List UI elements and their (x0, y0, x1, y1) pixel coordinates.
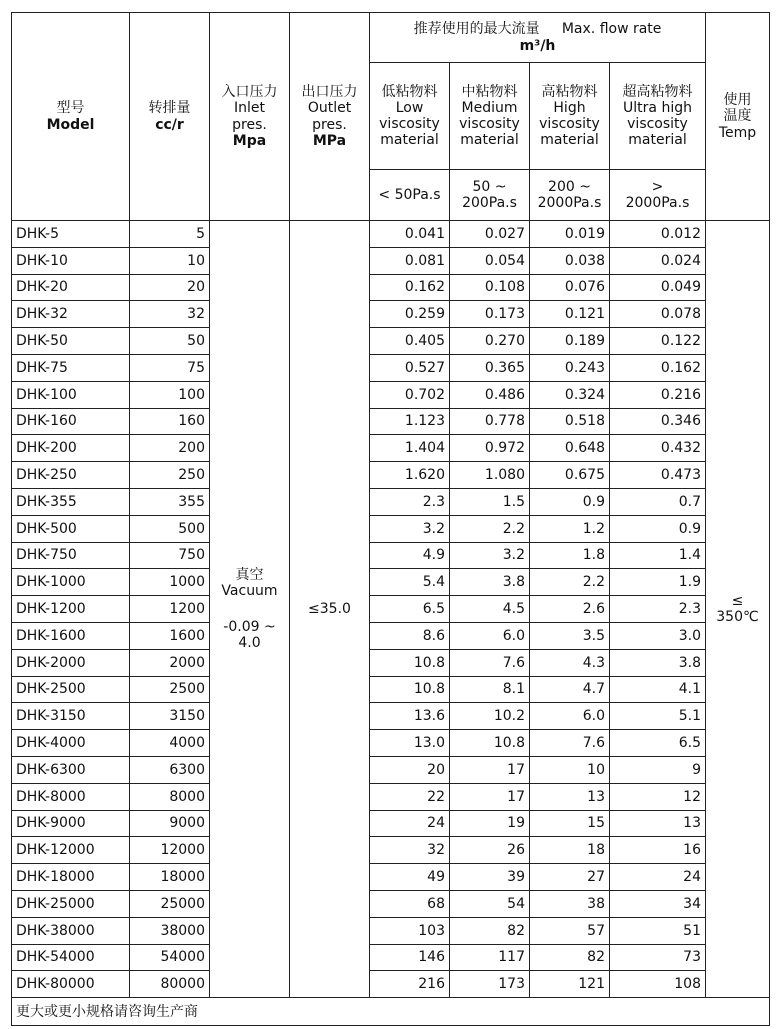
temp-cell (706, 221, 770, 998)
model-cell: DHK-2000 (12, 649, 130, 676)
table-row (12, 354, 770, 381)
low-viscosity-cell: 1.123 (370, 408, 450, 435)
table-row (12, 810, 770, 837)
displacement-cell: 2500 (130, 676, 210, 703)
outlet-pressure-header: 出口压力 Outlet pres. MPa (290, 13, 370, 221)
high-viscosity-cell: 27 (530, 864, 610, 891)
high-viscosity-cell: 4.7 (530, 676, 610, 703)
model-cell: DHK-54000 (12, 944, 130, 971)
high-viscosity-cell: 0.9 (530, 488, 610, 515)
model-cell: DHK-20 (12, 274, 130, 301)
displacement-cell: 10 (130, 247, 210, 274)
ultra-high-viscosity-cell: 3.8 (610, 649, 706, 676)
table-row (12, 649, 770, 676)
ultra-high-viscosity-cell: 73 (610, 944, 706, 971)
inlet-en: Vacuum (221, 582, 278, 599)
medium-viscosity-cell: 0.173 (450, 301, 530, 328)
model-header: 型号 Model (12, 13, 130, 221)
medium-viscosity-cell: 17 (450, 756, 530, 783)
high-viscosity-cell: 3.5 (530, 622, 610, 649)
high-viscosity-header: 高粘物料 High viscosity material (530, 63, 610, 170)
displacement-cell: 200 (130, 435, 210, 462)
high-viscosity-cell: 0.675 (530, 462, 610, 489)
displacement-cell: 75 (130, 354, 210, 381)
low-viscosity-cell: 0.702 (370, 381, 450, 408)
ultra-high-viscosity-cell: 2.3 (610, 596, 706, 623)
table-row (12, 328, 770, 355)
displacement-cell: 355 (130, 488, 210, 515)
low-viscosity-cell: 1.620 (370, 462, 450, 489)
model-cell: DHK-500 (12, 515, 130, 542)
inlet-pressure-cell (210, 221, 290, 998)
medium-viscosity-cell: 26 (450, 837, 530, 864)
low-viscosity-cell: 20 (370, 756, 450, 783)
table-row (12, 515, 770, 542)
displacement-cell: 100 (130, 381, 210, 408)
table-row (12, 756, 770, 783)
medium-viscosity-cell: 173 (450, 971, 530, 998)
low-viscosity-cell: 2.3 (370, 488, 450, 515)
displacement-cell: 32 (130, 301, 210, 328)
table-row (12, 381, 770, 408)
displacement-cell: 1000 (130, 569, 210, 596)
ultra-high-viscosity-cell: 12 (610, 783, 706, 810)
displacement-cell: 18000 (130, 864, 210, 891)
low-viscosity-cell: 3.2 (370, 515, 450, 542)
high-viscosity-cell: 2.6 (530, 596, 610, 623)
table-row (12, 676, 770, 703)
ultra-high-viscosity-cell: 16 (610, 837, 706, 864)
ultra-high-viscosity-cell: 51 (610, 917, 706, 944)
spec-table (11, 12, 770, 1026)
ultra-high-viscosity-cell: 0.162 (610, 354, 706, 381)
ultra-high-viscosity-cell: 0.078 (610, 301, 706, 328)
low-viscosity-cell: 1.404 (370, 435, 450, 462)
model-cell: DHK-160 (12, 408, 130, 435)
ultra-high-viscosity-cell: 0.9 (610, 515, 706, 542)
low-viscosity-cell: 8.6 (370, 622, 450, 649)
displacement-cell: 5 (130, 221, 210, 248)
medium-viscosity-cell: 82 (450, 917, 530, 944)
medium-viscosity-cell: 3.2 (450, 542, 530, 569)
ultra-high-viscosity-cell: 0.024 (610, 247, 706, 274)
displacement-cell: 25000 (130, 890, 210, 917)
table-row (12, 408, 770, 435)
model-cell: DHK-750 (12, 542, 130, 569)
medium-viscosity-header: 中粘物料 Medium viscosity material (450, 63, 530, 170)
ultra-high-viscosity-cell: 5.1 (610, 703, 706, 730)
low-viscosity-range: < 50Pa.s (370, 170, 450, 221)
medium-viscosity-cell: 0.486 (450, 381, 530, 408)
low-viscosity-cell: 32 (370, 837, 450, 864)
model-cell: DHK-18000 (12, 864, 130, 891)
medium-viscosity-cell: 7.6 (450, 649, 530, 676)
ultra-high-viscosity-header: 超高粘物料 Ultra high viscosity material (610, 63, 706, 170)
high-viscosity-cell: 121 (530, 971, 610, 998)
ultra-high-viscosity-cell: 0.346 (610, 408, 706, 435)
table-row (12, 890, 770, 917)
model-cell: DHK-200 (12, 435, 130, 462)
displacement-cell: 250 (130, 462, 210, 489)
high-viscosity-cell: 0.189 (530, 328, 610, 355)
low-viscosity-cell: 216 (370, 971, 450, 998)
high-viscosity-cell: 13 (530, 783, 610, 810)
medium-viscosity-cell: 10.2 (450, 703, 530, 730)
high-viscosity-cell: 4.3 (530, 649, 610, 676)
high-viscosity-cell: 7.6 (530, 730, 610, 757)
medium-viscosity-cell: 0.054 (450, 247, 530, 274)
table-row (12, 864, 770, 891)
ultra-high-viscosity-range: > 2000Pa.s (610, 170, 706, 221)
medium-viscosity-cell: 1.080 (450, 462, 530, 489)
low-viscosity-header: 低粘物料 Low viscosity material (370, 63, 450, 170)
low-viscosity-cell: 68 (370, 890, 450, 917)
low-viscosity-cell: 146 (370, 944, 450, 971)
low-viscosity-cell: 5.4 (370, 569, 450, 596)
model-cell: DHK-38000 (12, 917, 130, 944)
ultra-high-viscosity-cell: 108 (610, 971, 706, 998)
temp-header: 使用 温度 Temp (706, 13, 770, 221)
low-viscosity-cell: 0.527 (370, 354, 450, 381)
model-cell: DHK-12000 (12, 837, 130, 864)
table-row (12, 971, 770, 998)
low-viscosity-cell: 24 (370, 810, 450, 837)
table-row (12, 569, 770, 596)
high-viscosity-cell: 10 (530, 756, 610, 783)
displacement-cell: 8000 (130, 783, 210, 810)
table-row (12, 917, 770, 944)
medium-viscosity-cell: 2.2 (450, 515, 530, 542)
medium-viscosity-cell: 19 (450, 810, 530, 837)
displacement-cell: 9000 (130, 810, 210, 837)
ultra-high-viscosity-cell: 24 (610, 864, 706, 891)
medium-viscosity-cell: 8.1 (450, 676, 530, 703)
table-body (12, 221, 770, 998)
medium-viscosity-cell: 6.0 (450, 622, 530, 649)
ultra-high-viscosity-cell: 0.7 (610, 488, 706, 515)
ultra-high-viscosity-cell: 0.012 (610, 221, 706, 248)
ultra-high-viscosity-cell: 4.1 (610, 676, 706, 703)
medium-viscosity-cell: 17 (450, 783, 530, 810)
table-row (12, 221, 770, 248)
outlet-pressure-cell: ≤35.0 (290, 221, 370, 998)
table-row (12, 596, 770, 623)
displacement-cell: 38000 (130, 917, 210, 944)
model-cell: DHK-9000 (12, 810, 130, 837)
ultra-high-viscosity-cell: 3.0 (610, 622, 706, 649)
high-viscosity-cell: 15 (530, 810, 610, 837)
ultra-high-viscosity-cell: 6.5 (610, 730, 706, 757)
medium-viscosity-cell: 0.972 (450, 435, 530, 462)
low-viscosity-cell: 0.041 (370, 221, 450, 248)
model-cell: DHK-32 (12, 301, 130, 328)
model-cell: DHK-250 (12, 462, 130, 489)
ultra-high-viscosity-cell: 1.4 (610, 542, 706, 569)
low-viscosity-cell: 13.0 (370, 730, 450, 757)
low-viscosity-cell: 103 (370, 917, 450, 944)
model-cell: DHK-4000 (12, 730, 130, 757)
ultra-high-viscosity-cell: 34 (610, 890, 706, 917)
high-viscosity-cell: 1.2 (530, 515, 610, 542)
inlet-zh: 真空 (235, 566, 264, 583)
medium-viscosity-cell: 10.8 (450, 730, 530, 757)
displacement-cell: 50 (130, 328, 210, 355)
model-cell: DHK-1000 (12, 569, 130, 596)
low-viscosity-cell: 10.8 (370, 676, 450, 703)
model-cell: DHK-5 (12, 221, 130, 248)
ultra-high-viscosity-cell: 0.473 (610, 462, 706, 489)
model-cell: DHK-80000 (12, 971, 130, 998)
model-cell: DHK-1600 (12, 622, 130, 649)
displacement-cell: 6300 (130, 756, 210, 783)
medium-viscosity-cell: 0.108 (450, 274, 530, 301)
model-cell: DHK-2500 (12, 676, 130, 703)
table-row (12, 462, 770, 489)
model-cell: DHK-8000 (12, 783, 130, 810)
table-row (12, 703, 770, 730)
displacement-cell: 54000 (130, 944, 210, 971)
low-viscosity-cell: 0.259 (370, 301, 450, 328)
low-viscosity-cell: 22 (370, 783, 450, 810)
medium-viscosity-cell: 1.5 (450, 488, 530, 515)
model-cell: DHK-6300 (12, 756, 130, 783)
high-viscosity-cell: 82 (530, 944, 610, 971)
inlet-range-2: 4.0 (238, 635, 261, 652)
high-viscosity-cell: 0.019 (530, 221, 610, 248)
table-header (12, 13, 770, 221)
medium-viscosity-cell: 0.778 (450, 408, 530, 435)
displacement-cell: 2000 (130, 649, 210, 676)
high-viscosity-cell: 38 (530, 890, 610, 917)
ultra-high-viscosity-cell: 13 (610, 810, 706, 837)
displacement-cell: 500 (130, 515, 210, 542)
medium-viscosity-cell: 0.365 (450, 354, 530, 381)
table-row (12, 247, 770, 274)
medium-viscosity-cell: 4.5 (450, 596, 530, 623)
displacement-cell: 4000 (130, 730, 210, 757)
low-viscosity-cell: 6.5 (370, 596, 450, 623)
displacement-cell: 1200 (130, 596, 210, 623)
displacement-cell: 1600 (130, 622, 210, 649)
medium-viscosity-cell: 117 (450, 944, 530, 971)
medium-viscosity-cell: 0.270 (450, 328, 530, 355)
model-cell: DHK-355 (12, 488, 130, 515)
table-row (12, 274, 770, 301)
inlet-pressure-header: 入口压力 Inlet pres. Mpa (210, 13, 290, 221)
high-viscosity-cell: 0.518 (530, 408, 610, 435)
table-row (12, 435, 770, 462)
low-viscosity-cell: 4.9 (370, 542, 450, 569)
medium-viscosity-cell: 0.027 (450, 221, 530, 248)
high-viscosity-cell: 0.243 (530, 354, 610, 381)
displacement-cell: 3150 (130, 703, 210, 730)
ultra-high-viscosity-cell: 0.216 (610, 381, 706, 408)
medium-viscosity-range: 50 ~ 200Pa.s (450, 170, 530, 221)
high-viscosity-cell: 18 (530, 837, 610, 864)
high-viscosity-cell: 0.076 (530, 274, 610, 301)
medium-viscosity-cell: 39 (450, 864, 530, 891)
table-row (12, 730, 770, 757)
model-cell: DHK-1200 (12, 596, 130, 623)
model-cell: DHK-50 (12, 328, 130, 355)
ultra-high-viscosity-cell: 0.432 (610, 435, 706, 462)
low-viscosity-cell: 49 (370, 864, 450, 891)
high-viscosity-cell: 2.2 (530, 569, 610, 596)
displacement-cell: 160 (130, 408, 210, 435)
table-row (12, 301, 770, 328)
table-row (12, 783, 770, 810)
model-cell: DHK-25000 (12, 890, 130, 917)
medium-viscosity-cell: 54 (450, 890, 530, 917)
low-viscosity-cell: 0.081 (370, 247, 450, 274)
table-row (12, 488, 770, 515)
medium-viscosity-cell: 3.8 (450, 569, 530, 596)
high-viscosity-cell: 0.121 (530, 301, 610, 328)
displacement-cell: 80000 (130, 971, 210, 998)
high-viscosity-cell: 0.648 (530, 435, 610, 462)
table-row (12, 622, 770, 649)
displacement-header: 转排量 cc/r (130, 13, 210, 221)
model-cell: DHK-3150 (12, 703, 130, 730)
ultra-high-viscosity-cell: 0.122 (610, 328, 706, 355)
displacement-cell: 20 (130, 274, 210, 301)
model-cell: DHK-10 (12, 247, 130, 274)
table-row (12, 542, 770, 569)
high-viscosity-range: 200 ~ 2000Pa.s (530, 170, 610, 221)
model-cell: DHK-100 (12, 381, 130, 408)
displacement-cell: 750 (130, 542, 210, 569)
low-viscosity-cell: 0.405 (370, 328, 450, 355)
high-viscosity-cell: 6.0 (530, 703, 610, 730)
low-viscosity-cell: 13.6 (370, 703, 450, 730)
model-cell: DHK-75 (12, 354, 130, 381)
high-viscosity-cell: 57 (530, 917, 610, 944)
max-flow-header: 推荐使用的最大流量 Max. flow rate m³/h (370, 13, 706, 63)
footer-note: 更大或更小规格请咨询生产商 (12, 998, 770, 1026)
table-row (12, 944, 770, 971)
table-row (12, 837, 770, 864)
ultra-high-viscosity-cell: 9 (610, 756, 706, 783)
ultra-high-viscosity-cell: 0.049 (610, 274, 706, 301)
inlet-range-1: -0.09 ~ (223, 619, 276, 636)
low-viscosity-cell: 10.8 (370, 649, 450, 676)
high-viscosity-cell: 0.038 (530, 247, 610, 274)
temp-line-2: 350℃ (716, 609, 759, 626)
temp-line-1: ≤ (731, 592, 744, 609)
low-viscosity-cell: 0.162 (370, 274, 450, 301)
displacement-cell: 12000 (130, 837, 210, 864)
high-viscosity-cell: 1.8 (530, 542, 610, 569)
high-viscosity-cell: 0.324 (530, 381, 610, 408)
ultra-high-viscosity-cell: 1.9 (610, 569, 706, 596)
